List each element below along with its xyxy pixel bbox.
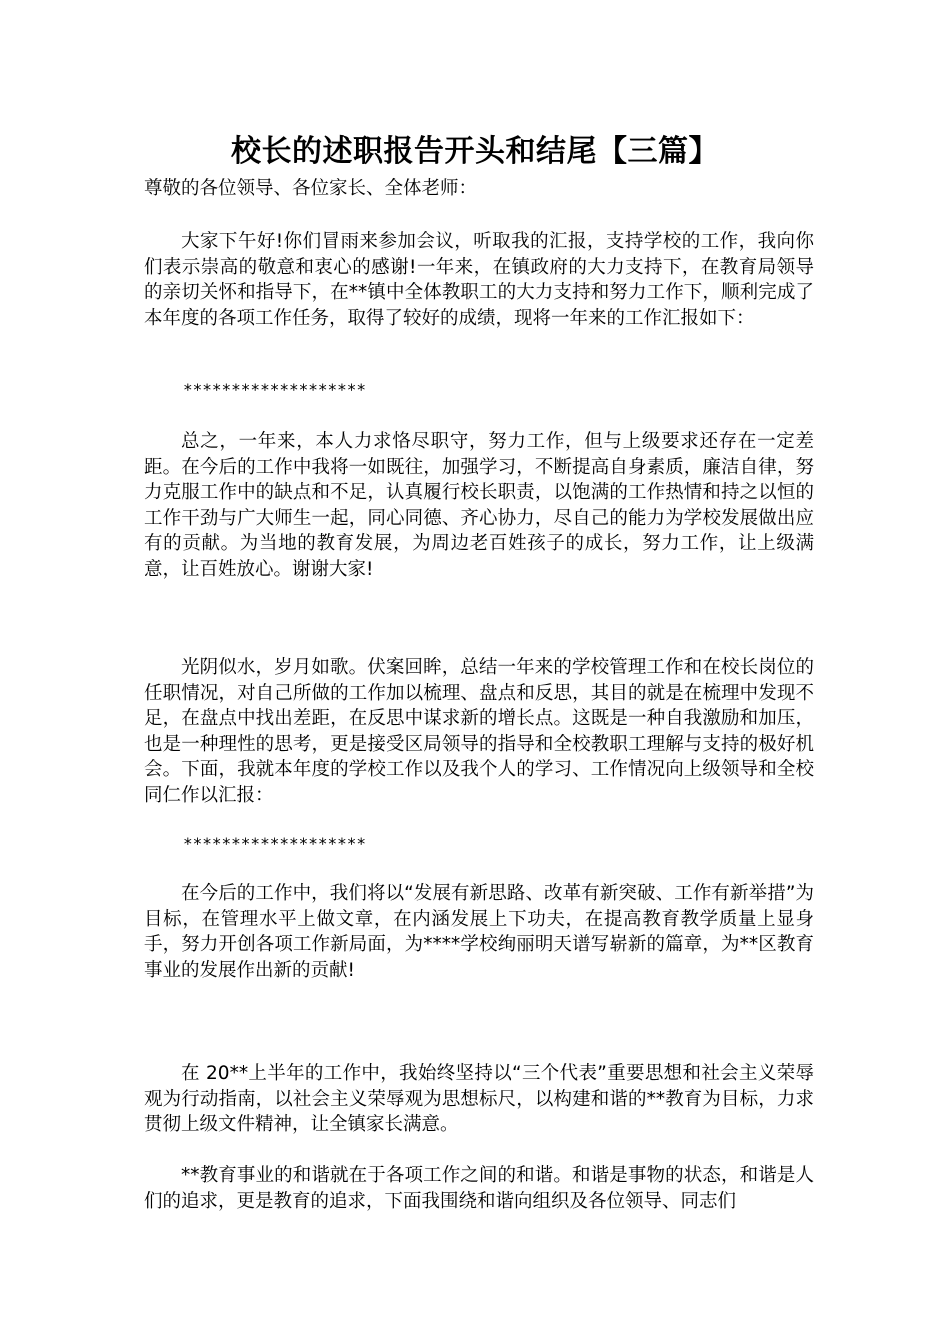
separator-stars-1: ******************* xyxy=(183,380,367,399)
paragraph-closing-2: 在今后的工作中，我们将以“发展有新思路、改革有新突破、工作有新举措”为目标，在管理水平上做文章，在内涵发展上下功夫，在提高教育教学质量上显身手，努力开创各项工作新局面，为****学校绚丽明天谱写崭新的篇章，为**区教育事业的发展作出新的贡献! xyxy=(144,883,814,981)
paragraph-opening-3: 在 20**上半年的工作中，我始终坚持以“三个代表”重要思想和社会主义荣辱观为行动指南，以社会主义荣辱观为思想标尺，以构建和谐的**教育为目标，力求贯彻上级文件精神，让全镇家长满意。 xyxy=(144,1063,814,1136)
paragraph-body-3: **教育事业的和谐就在于各项工作之间的和谐。和谐是事物的状态，和谐是人们的追求，更是教育的追求，下面我围绕和谐向组织及各位领导、同志们 xyxy=(144,1165,814,1212)
document-title: 校长的述职报告开头和结尾【三篇】 xyxy=(231,134,719,169)
paragraph-opening-1: 大家下午好!你们冒雨来参加会议，听取我的汇报，支持学校的工作，我向你们表示崇高的敬意和衷心的感谢!一年来，在镇政府的大力支持下，在教育局领导的亲切关怀和指导下，在**镇中全体教职工的大力支持和努力工作下，顺利完成了本年度的各项工作任务，取得了较好的成绩，现将一年来的工作汇报如下： xyxy=(144,231,814,329)
paragraph-opening-2: 光阴似水，岁月如歌。伏案回眸，总结一年来的学校管理工作和在校长岗位的任职情况，对自己所做的工作加以梳理、盘点和反思，其目的就是在梳理中发现不足，在盘点中找出差距，在反思中谋求新的增长点。这既是一种自我激励和加压，也是一种理性的思考，更是接受区局领导的指导和全校教职工理解与支持的极好机会。下面，我就本年度的学校工作以及我个人的学习、工作情况向上级领导和全校同仁作以汇报： xyxy=(144,657,814,806)
separator-stars-2: ******************* xyxy=(183,834,367,853)
paragraph-closing-1: 总之，一年来，本人力求恪尽职守，努力工作，但与上级要求还存在一定差距。在今后的工作中我将一如既往，加强学习，不断提高自身素质，廉洁自律，努力克服工作中的缺点和不足，认真履行校长职责，以饱满的工作热情和持之以恒的工作干劲与广大师生一起，同心同德、齐心协力，尽自己的能力为学校发展做出应有的贡献。为当地的教育发展，为周边老百姓孩子的成长，努力工作，让上级满意，让百姓放心。谢谢大家! xyxy=(144,431,814,580)
salutation: 尊敬的各位领导、各位家长、全体老师： xyxy=(144,178,478,199)
